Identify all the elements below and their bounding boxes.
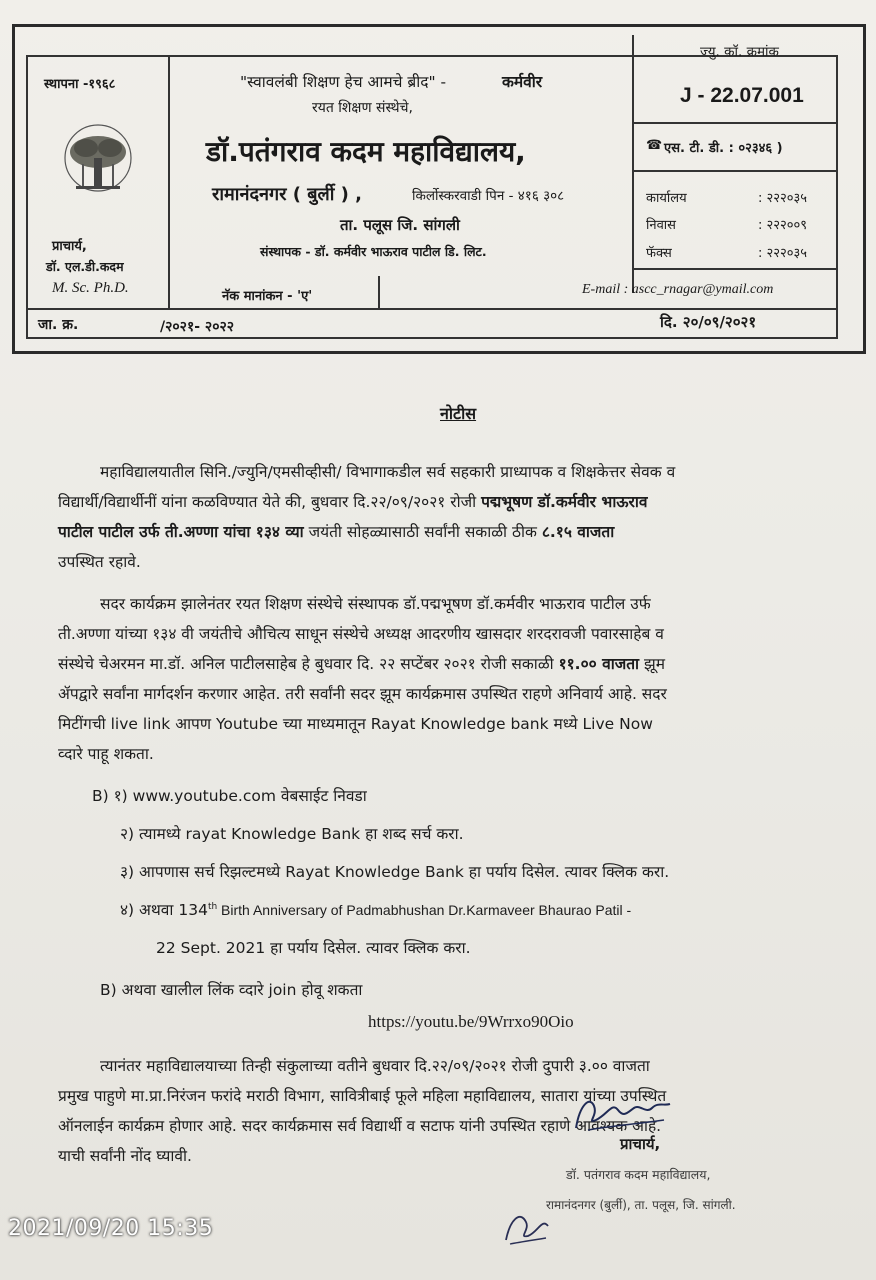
college-place: रामानंदनगर ( बुर्ली ) ,	[212, 184, 362, 205]
step-1: B) १) www.youtube.com वेबसाईट निवडा	[92, 787, 367, 805]
reference-label: जा. क्र.	[38, 317, 79, 333]
college-name: डॉ.पतंगराव कदम महाविद्यालय,	[206, 135, 526, 168]
letter-date: दि. २०/०९/२०२१	[660, 313, 757, 331]
founder-line: संस्थापक - डॉ. कर्मवीर भाऊराव पाटील डि. लिट.	[260, 244, 487, 259]
fax-value: : २२२०३५	[758, 246, 808, 261]
principal-name: डॉ. एल.डी.कदम	[46, 259, 124, 274]
email-address: E-mail : ascc_rnagar@ymail.com	[582, 282, 774, 297]
junior-college-code-label: ज्यु. कॉ. क्रमांक	[700, 44, 779, 60]
paragraph-2-line-2: ती.अण्णा यांच्या १३४ वी जयंतीचे औचित्य साधून संस्थेचे अध्यक्ष आदरणीय खासदार शरदरावजी पवारसाहेब व	[58, 625, 664, 643]
taluka-district: ता. पलूस जि. सांगली	[340, 216, 460, 234]
paragraph-2-line-6: व्दारे पाहू शकता.	[58, 745, 154, 763]
principal-degree: M. Sc. Ph.D.	[52, 280, 129, 296]
phone-icon: ☎	[646, 138, 663, 153]
step-2: २) त्यामध्ये rayat Knowledge Bank हा शब्द सर्च करा.	[120, 825, 464, 843]
paragraph-2-line-3: संस्थेचे चेअरमन मा.डॉ. अनिल पाटीलसाहेब हे बुधवार दि. २२ सप्टेंबर २०२१ रोजी सकाळी ११.०० वाजता झूम	[58, 655, 666, 673]
fax-label: फॅक्स	[646, 246, 672, 261]
society-name: रयत शिक्षण संस्थेचे,	[312, 100, 413, 116]
signature-title: प्राचार्य,	[620, 1135, 661, 1153]
notice-heading: नोटीस	[440, 404, 477, 423]
stamp-line-2: रामानंदनगर (बुर्ली), ता. पलूस, जि. सांगली.	[546, 1198, 736, 1212]
paragraph-3-line-1: त्यानंतर महाविद्यालयाच्या तिन्ही संकुलाच्या वतीने बुधवार दि.२२/०९/२०२१ रोजी दुपारी ३.०० वाजता	[100, 1057, 650, 1075]
paragraph-3-line-2: प्रमुख पाहुणे मा.प्रा.निरंजन फरांदे मराठी विभाग, सावित्रीबाई फूले महिला महाविद्यालय, सातारा यांच्या उपस्थित	[58, 1087, 667, 1105]
paragraph-2-line-5: मिटींगची live link आपण Youtube च्या माध्यमातून Rayat Knowledge bank मध्ये Live Now	[58, 715, 653, 733]
office-phone-value: : २२२०३५	[758, 191, 808, 206]
paragraph-2-line-1: सदर कार्यक्रम झालेनंतर रयत शिक्षण संस्थेचे संस्थापक डॉ.पद्मभूषण डॉ.कर्मवीर भाऊराव पाटील उर्फ	[100, 595, 651, 613]
paragraph-1-line-2: विद्यार्थी/विद्यार्थीनीं यांना कळविण्यात येते की, बुधवार दि.२२/०९/२०२१ रोजी पद्मभूषण डॉ.कर्मवीर भाऊराव	[58, 493, 648, 511]
paragraph-1-line-1: महाविद्यालयातील सिनि./ज्युनि/एमसीव्हीसी/ विभागाकडील सर्व सहकारी प्राध्यापक व शिक्षकेत्तर सेवक व	[100, 463, 676, 481]
naac-grade: नॅक मानांकन - 'ए'	[222, 289, 313, 304]
step-4-continued: 22 Sept. 2021 हा पर्याय दिसेल. त्यावर क्लिक करा.	[156, 939, 471, 957]
photo-timestamp: 2021/09/20 15:35	[8, 1216, 214, 1241]
residence-phone-value: : २२२००९	[758, 218, 808, 233]
alternate-join-text: B) अथवा खालील लिंक व्दारे join होवू शकता	[100, 981, 363, 999]
step-3: ३) आपणास सर्च रिझल्टमध्ये Rayat Knowledge Bank हा पर्याय दिसेल. त्यावर क्लिक करा.	[120, 863, 670, 881]
step-4: ४) अथवा 134th Birth Anniversary of Padmabhushan Dr.Karmaveer Bhaurao Patil -	[120, 901, 632, 919]
principal-signature	[568, 1090, 678, 1140]
pin-code: किर्लोस्करवाडी पिन - ४१६ ३०८	[412, 188, 565, 204]
karmaveer: कर्मवीर	[502, 73, 543, 91]
established-year: स्थापना -१९६८	[44, 77, 116, 92]
youtube-link[interactable]: https://youtu.be/9Wrrxo90Oio	[368, 1012, 574, 1031]
junior-college-code: J - 22.07.001	[680, 84, 804, 107]
paragraph-2-line-4: ॲपद्वारे सर्वांना मार्गदर्शन करणार आहेत. तरी सर्वांनी सदर झूम कार्यक्रमास उपस्थित राहणे अनिवार्य आहे. सदर	[58, 685, 667, 703]
stamp-line-1: डॉ. पतंगराव कदम महाविद्यालय,	[566, 1167, 711, 1182]
office-phone-label: कार्यालय	[646, 191, 687, 206]
paragraph-3-line-3: ऑनलाईन कार्यक्रम होणार आहे. सदर कार्यक्रमास सर्व विद्यार्थी व सटाफ यांनी उपस्थित रहाणे आवश्यक आहे.	[58, 1117, 662, 1135]
paragraph-1-line-3: पाटील पाटील उर्फ ती.अण्णा यांचा १३४ व्या जयंती सोहळ्यासाठी सर्वांनी सकाळी ठीक ८.१५ वाजता	[58, 523, 615, 541]
paragraph-1-line-4: उपस्थित रहावे.	[58, 553, 141, 571]
motto: "स्वावलंबी शिक्षण हेच आमचे ब्रीद" -	[240, 73, 447, 91]
paragraph-3-line-4: याची सर्वांनी नोंद घ्यावी.	[58, 1147, 192, 1165]
std-code: एस. टी. डी. : ०२३४६ )	[664, 141, 783, 156]
residence-phone-label: निवास	[646, 218, 676, 233]
stamp-signature	[496, 1200, 556, 1252]
principal-title: प्राचार्य,	[52, 239, 87, 254]
reference-number: /२०२१- २०२२	[160, 319, 235, 335]
college-logo-tree	[58, 118, 138, 213]
